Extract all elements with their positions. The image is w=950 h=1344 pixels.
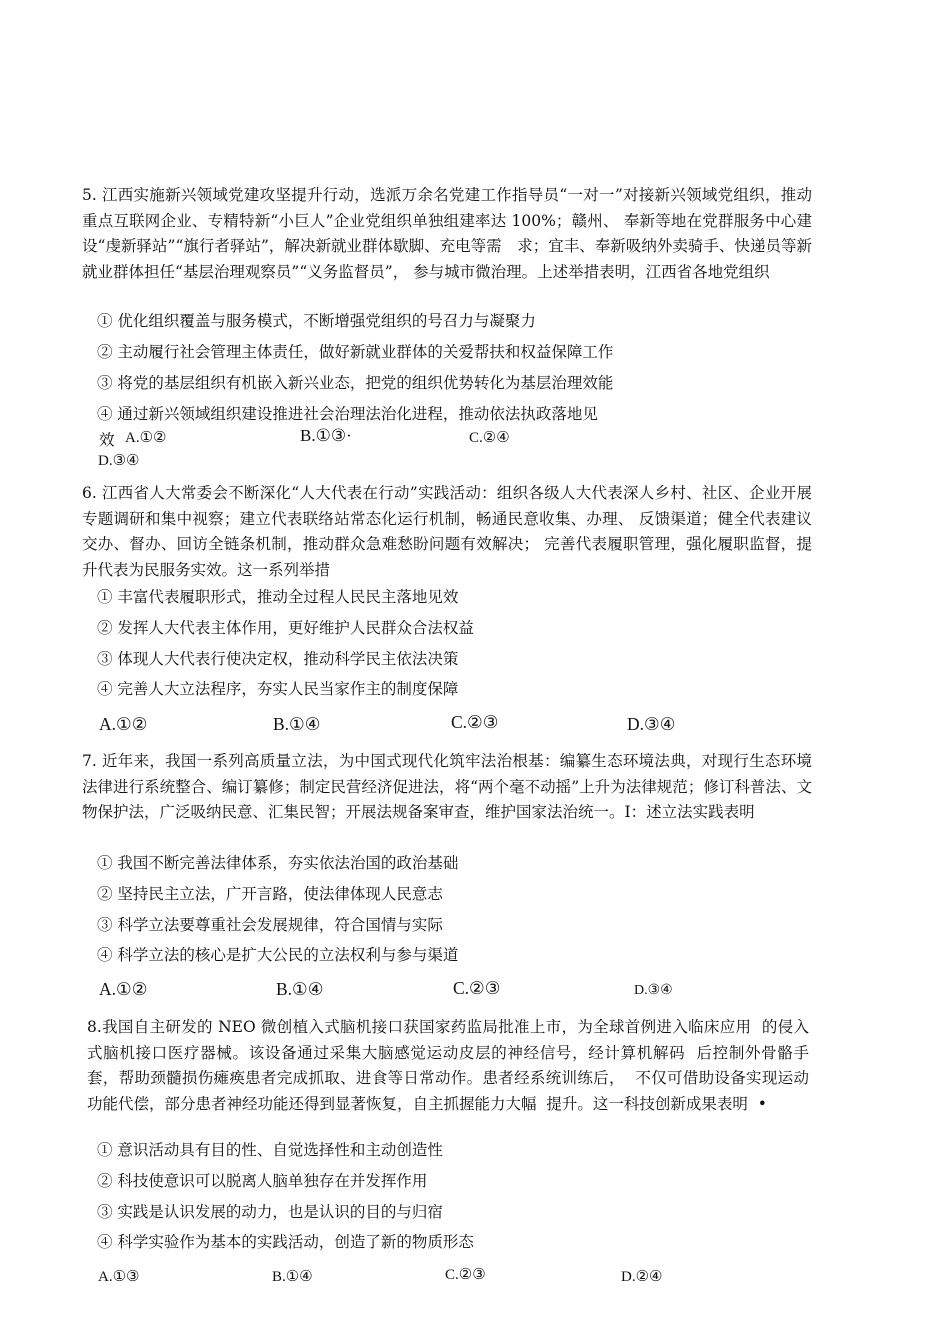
question-6-option-4: ④ 完善人大立法程序，夯实人民当家作主的制度保障 bbox=[97, 680, 459, 698]
question-5-answer-a: A.①② bbox=[125, 430, 167, 446]
question-8-option-3: ③ 实践是认识发展的动力，也是认识的目的与归宿 bbox=[97, 1203, 443, 1221]
question-7-option-3: ③ 科学立法要尊重社会发展规律，符合国情与实际 bbox=[97, 916, 443, 934]
question-6-option-1: ① 丰富代表履职形式，推动全过程人民民主落地见效 bbox=[97, 588, 459, 606]
question-7-answer-d: D.③④ bbox=[634, 983, 673, 998]
question-6-option-2: ② 发挥人大代表主体作用，更好维护人民群众合法权益 bbox=[97, 619, 474, 637]
question-6-option-3: ③ 体现人大代表行使决定权，推动科学民主依法决策 bbox=[97, 650, 459, 668]
question-5-option-1: ① 优化组织覆盖与服务模式，不断增强党组织的号召力与凝聚力 bbox=[97, 312, 536, 330]
question-7-answer-c: C.②③ bbox=[453, 978, 501, 998]
question-5-option-4-tail: 效 bbox=[99, 431, 115, 449]
question-5-answer-c: C.②④ bbox=[469, 430, 510, 446]
question-8-answer-d: D.②④ bbox=[621, 1269, 663, 1285]
question-5-option-2: ② 主动履行社会管理主体责任，做好新就业群体的关爱帮扶和权益保障工作 bbox=[97, 343, 614, 361]
question-7-answer-b: B.①④ bbox=[276, 979, 324, 999]
question-5-stem: 5. 江西实施新兴领域党建攻坚提升行动，选派万余名党建工作指导员“一对一”对接新兴领域党组织，推动重点互联网企业、专精特新“小巨人”企业党组织单独组建率达 100%；赣州、 奉新等地在党群服务中心建设“虔新驿站”“旗行者驿站”，解决新就业群体歇脚、充电等需 求；宜丰、奉新吸纳外卖骑手、快递员等新就业群体担任“基层治理观察员”“义务监督员”， 参与城市微治理。上述举措表明，江西省各地党组织 bbox=[82, 186, 812, 281]
question-8-option-1: ① 意识活动具有目的性、自觉选择性和主动创造性 bbox=[97, 1141, 443, 1159]
question-8-option-4: ④ 科学实验作为基本的实践活动，创造了新的物质形态 bbox=[97, 1233, 474, 1251]
question-5-answer-d: D.③④ bbox=[98, 453, 140, 469]
question-8-stem: 8.我国自主研发的 NEO 微创植入式脑机接口获国家药监局批准上市，为全球首例进入临床应用 的侵入式脑机接口医疗器械。该设备通过采集大脑感觉运动皮层的神经信号，经计算机解码 后控制外骨骼手套，帮助颈髓损伤瘫痪患者完成抓取、进食等日常动作。患者经系统训练后， 不仅可借助设备实现运动功能代偿，部分患者神经功能还得到显著恢复，自主抓握能力大幅 提升。这一科技创新成果表明 • bbox=[87, 1018, 809, 1113]
question-7-option-2: ② 坚持民主立法，广开言路，使法律体现人民意志 bbox=[97, 885, 443, 903]
question-7-option-4: ④ 科学立法的核心是扩大公民的立法权利与参与渠道 bbox=[97, 946, 459, 964]
question-6-stem: 6. 江西省人大常委会不断深化“人大代表在行动”实践活动：组织各级人大代表深人乡村、社区、企业开展专题调研和集中视察；建立代表联络站常态化运行机制，畅通民意收集、办理、 反馈渠道；健全代表建议交办、督办、回访全链条机制，推动群众急难愁盼问题有效解决； 完善代表履职管理，强化履职监督，提升代表为民服务实效。这一系列举措 bbox=[82, 484, 812, 579]
question-7-option-1: ① 我国不断完善法律体系，夯实依法治国的政治基础 bbox=[97, 854, 459, 872]
question-5-answer-b: B.①③· bbox=[300, 426, 352, 445]
question-7-answer-a: A.①② bbox=[99, 979, 148, 999]
question-6-answer-d: D.③④ bbox=[627, 714, 676, 734]
question-6-answer-c: C.②③ bbox=[451, 712, 499, 732]
question-8-answer-b: B.①④ bbox=[272, 1269, 313, 1285]
question-5-option-3: ③ 将党的基层组织有机嵌入新兴业态，把党的组织优势转化为基层治理效能 bbox=[97, 374, 614, 392]
question-7-stem: 7. 近年来，我国一系列高质量立法，为中国式现代化筑牢法治根基：编纂生态环境法典，对现行生态环境法律进行系统整合、编订纂修；制定民营经济促进法，将“两个毫不动摇”上升为法律规范；修订科普法、文物保护法，广泛吸纳民意、汇集民智；开展法规备案审查，维护国家法治统一。I：述立法实践表明 bbox=[82, 752, 812, 821]
question-6-answer-a: A.①② bbox=[99, 714, 148, 734]
question-6-answer-b: B.①④ bbox=[273, 714, 321, 734]
question-8-answer-a: A.①③ bbox=[98, 1269, 140, 1285]
question-8-option-2: ② 科技使意识可以脱离人脑单独存在并发挥作用 bbox=[97, 1172, 428, 1190]
question-5-option-4: ④ 通过新兴领域组织建设推进社会治理法治化进程，推动依法执政落地见 bbox=[97, 405, 598, 423]
question-8-answer-c: C.②③ bbox=[445, 1267, 486, 1283]
